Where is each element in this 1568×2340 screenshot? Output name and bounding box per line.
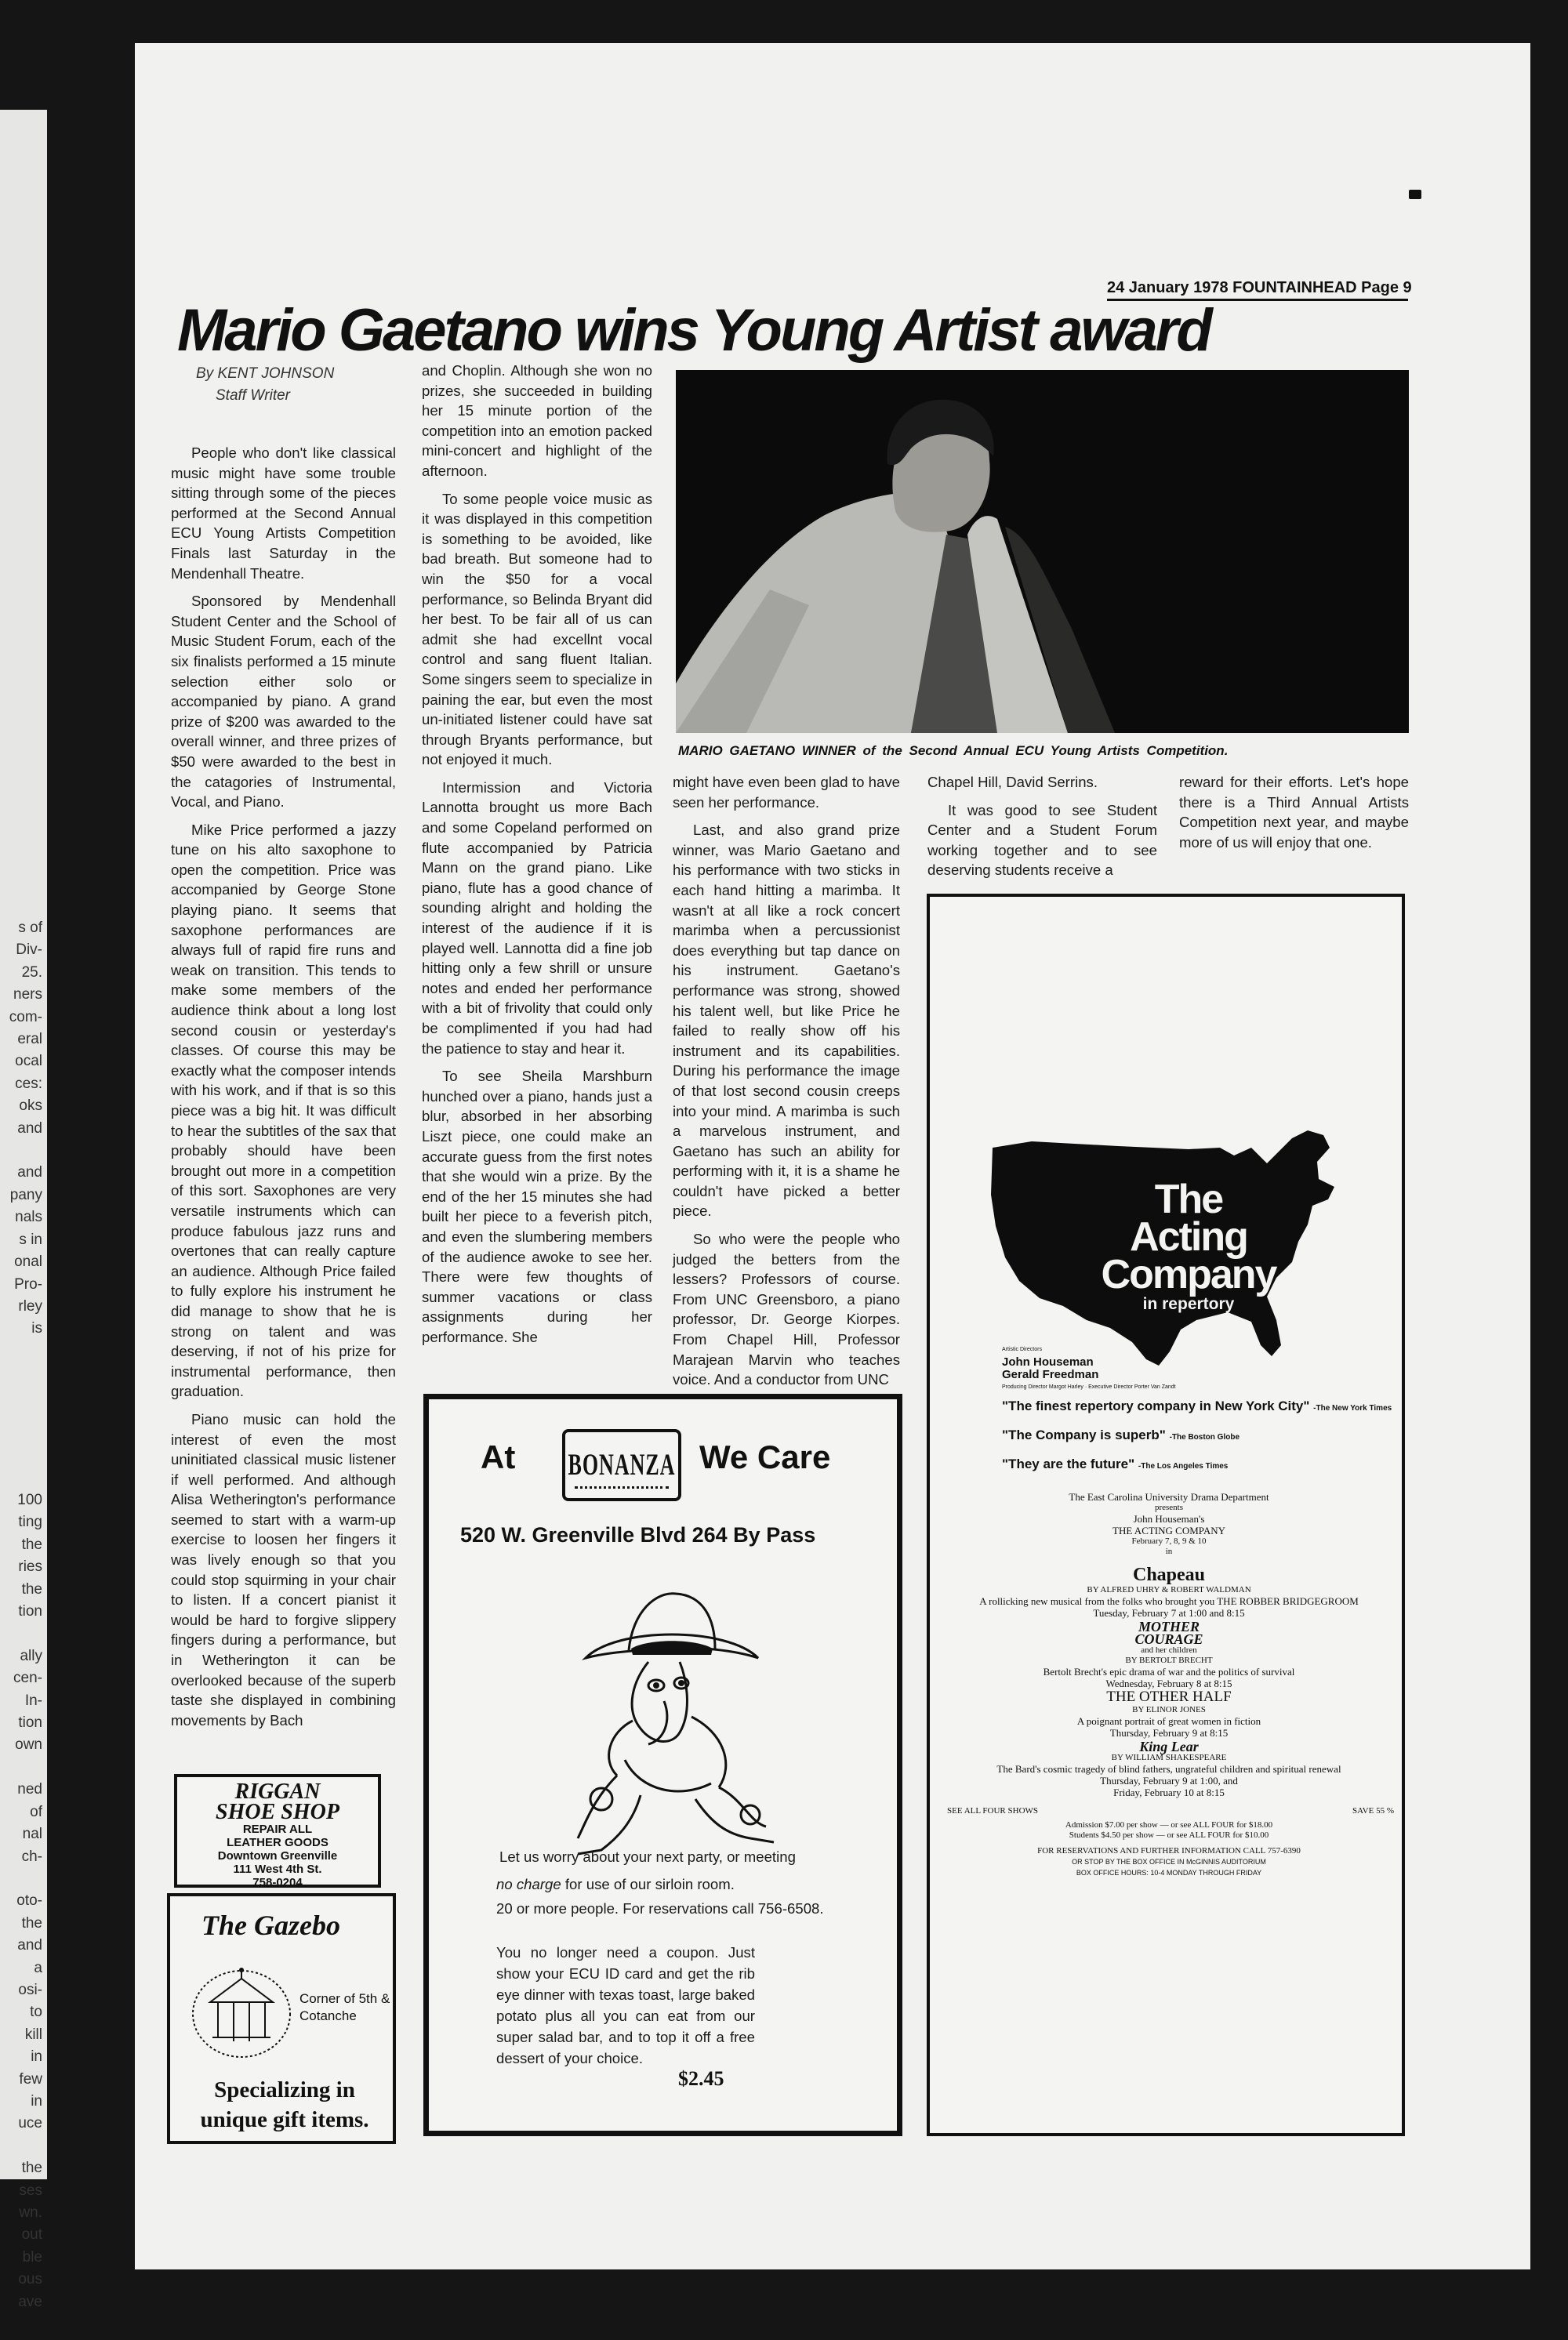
director-name: John Houseman — [1002, 1355, 1094, 1369]
ad-text-line: Let us worry about your next party, or meeting — [499, 1848, 796, 1865]
show-author: BY ELINOR JONES — [1132, 1705, 1206, 1714]
shop-line: REPAIR ALL — [242, 1823, 313, 1836]
ad-title: The — [1154, 1177, 1223, 1222]
quote-text: "The Company is superb" — [1002, 1428, 1166, 1442]
byline-author: By KENT JOHNSON — [196, 365, 335, 382]
show-date: Thursday, February 9 at 8:15 — [1109, 1727, 1229, 1739]
previous-page-fragment: s of — [18, 920, 42, 936]
previous-page-fragment: a — [34, 1959, 42, 1976]
article-photo — [676, 370, 1409, 733]
previous-page-fragment: and — [17, 1937, 42, 1954]
save-label: SAVE 55 % — [1352, 1806, 1394, 1816]
previous-page-fragment: Pro- — [14, 1275, 42, 1293]
previous-page-fragment: pany — [9, 1186, 42, 1203]
paragraph: might have even been glad to have seen her performance. — [673, 774, 900, 811]
photo-caption: MARIO GAETANO WINNER of the Second Annual ECU Young Artists Competition. — [678, 743, 1229, 758]
previous-page-fragment: oks — [19, 1097, 42, 1115]
previous-page-fragment — [0, 1140, 42, 1162]
ad-prices — [961, 1820, 1377, 1841]
show-title: THE OTHER HALF — [1106, 1689, 1232, 1705]
ad-address: 520 W. Greenville Blvd 264 By Pass — [460, 1523, 816, 1547]
previous-page-fragment: wn. — [19, 2204, 42, 2221]
quote-source: -The New York Times — [1313, 1404, 1392, 1413]
previous-page-fragment: onal — [14, 1253, 42, 1271]
program-line: presents — [1154, 1503, 1184, 1512]
ad-program-header — [961, 1491, 1377, 1557]
director-name: Gerald Freedman — [1002, 1368, 1099, 1381]
ad-text-line: 20 or more people. For reservations call 756-6508. — [496, 1900, 824, 1917]
headline: Mario Gaetano wins Young Artist award — [177, 297, 1210, 364]
show-date: Friday, February 10 at 8:15 — [1113, 1787, 1225, 1798]
show-date: Tuesday, February 7 at 1:00 and 8:15 — [1093, 1607, 1245, 1619]
show-description: A poignant portrait of great women in fiction — [1076, 1715, 1261, 1727]
program-line: The East Carolina University Drama Department — [1069, 1491, 1269, 1503]
program-line: in — [1165, 1547, 1173, 1556]
ad-directors — [1002, 1344, 1176, 1394]
previous-page-fragment: to — [30, 2004, 42, 2021]
ad-title: Company — [1101, 1252, 1276, 1297]
shop-line: 111 West 4th St. — [233, 1863, 322, 1876]
directors-label: Producing Director Margot Harley · Executive Director Porter Van Zandt — [1002, 1384, 1176, 1390]
gazebo-location — [299, 1990, 394, 2025]
show-author: BY BERTOLT BRECHT — [1125, 1656, 1213, 1665]
previous-page-fragment: ble — [22, 2248, 42, 2266]
bonanza-logo — [562, 1429, 681, 1501]
previous-page-fragment: tion — [18, 1714, 42, 1732]
ad-quote — [1002, 1428, 1240, 1443]
paragraph: So who were the people who judged the betters from the lessers? Professors of course. From UNC Greensboro, a piano professor, Dr. George Kiorpes. From Chapel Hill, Professor Marajean Marvin who teaches voice. And a conductor from UNC — [673, 1231, 900, 1388]
directors-label: Artistic Directors — [1002, 1347, 1042, 1352]
show-description: The Bard's cosmic tragedy of blind fathers, ungrateful children and spiritual renewal — [996, 1763, 1341, 1775]
scan-mark — [1409, 190, 1421, 199]
previous-page-fragment: rley — [18, 1297, 42, 1315]
show-author: BY ALFRED UHRY & ROBERT WALDMAN — [1087, 1585, 1251, 1594]
article-column-3 — [673, 772, 900, 1398]
show-date: Thursday, February 9 at 1:00, and — [1100, 1775, 1238, 1787]
paragraph: Last, and also grand prize winner, was Mario Gaetano and his performance with two sticks in each hand hitting a marimba. It wasn't at all like a rock concert marimba when a percussionist does everything but tap dance on his instrument. Gaetano's performance was strong, showed his talent well, but like Price he failed to really show off his instrument and its capabilities. During his performance the image of that lost second cousin creeps into your mind. A marimba is such a marvelous instrument, and Gaetano has such an ability for performing with it, it is a shame he couldn't have picked a better piece. — [673, 822, 900, 1220]
paragraph: People who don't like classical music might have some trouble sitting through some of the pieces performed at the Second Annual ECU Young Artists Competition Finals last Saturday in the Mendenhall Theatre. — [171, 444, 396, 582]
shop-name — [177, 1779, 378, 1824]
paragraph: To some people voice music as it was displayed in this competition is something to be avoided, like bad breath. But someone had to win the $50 for a vocal performance, so Belinda Bryant did her best. To be fair all of us can admit she had excellnt vocal control and sang fluent Italian. Some singers seem to specialize in paining the ear, but even the most un-initiated listener could have sat through Bryants performance, but not enjoyed it much. — [422, 490, 652, 768]
show-title: and her children — [1141, 1645, 1197, 1655]
shop-name-line: RIGGAN — [234, 1779, 321, 1804]
gazebo-tagline-line: unique gift items. — [200, 2107, 369, 2132]
paragraph: and Choplin. Although she won no prizes, she succeeded in building her 15 minute portion of the competition into an emotion packed mini-concert and highlight of the afternoon. — [422, 362, 652, 479]
paragraph: To see Sheila Marshburn hunched over a piano, hands just a blur, absorbed in her absorbing Liszt piece, one could make an accurate guess from the first notes that she would win a prize. By the end of the her 15 minutes she had built her piece to a feverish pitch, and even the slumbering members of the audience awoke to see her. There were few thoughts of summer vacations or class assignments during her performance. She — [422, 1068, 652, 1345]
reservation-line: OR STOP BY THE BOX OFFICE IN McGINNIS AUDITORIUM — [1072, 1858, 1266, 1866]
show-title: Chapeau — [1132, 1565, 1206, 1585]
program-line: February 7, 8, 9 & 10 — [1131, 1536, 1207, 1546]
reservation-line: BOX OFFICE HOURS: 10-4 MONDAY THROUGH FRIDAY — [1076, 1869, 1262, 1877]
article-column-5 — [1179, 772, 1409, 860]
previous-page-fragment: in — [31, 2092, 42, 2110]
previous-page-fragment: oto- — [16, 1892, 42, 1910]
see-all-label: SEE ALL FOUR SHOWS — [947, 1806, 1039, 1816]
performer-photo — [676, 370, 1409, 733]
previous-page-fragment: own — [15, 1736, 42, 1754]
shop-line: LEATHER GOODS — [227, 1836, 328, 1849]
previous-page-fragment: cen- — [13, 1670, 42, 1687]
previous-page-column — [0, 917, 42, 1341]
previous-page-fragment: in — [31, 2048, 42, 2066]
acting-company-ad — [927, 894, 1405, 2136]
ad-show — [961, 1565, 1377, 1619]
previous-page-fragment: ting — [18, 1514, 42, 1531]
previous-page-fragment: nals — [15, 1209, 42, 1226]
show-author: BY WILLIAM SHAKESPEARE — [1111, 1753, 1227, 1762]
previous-page-fragment: com- — [9, 1008, 42, 1025]
previous-page-fragment: 25. — [21, 963, 42, 981]
ad-show — [961, 1740, 1377, 1798]
show-date: Wednesday, February 8 at 8:15 — [1105, 1678, 1232, 1689]
paragraph: reward for their efforts. Let's hope there is a Third Annual Artists Competition next year, and maybe more of us will enjoy that one. — [1179, 774, 1409, 851]
previous-page-fragment: ries — [18, 1558, 42, 1576]
show-description: Bertolt Brecht's epic drama of war and the politics of survival — [1043, 1666, 1295, 1678]
quote-text: "They are the future" — [1002, 1457, 1135, 1471]
previous-page-fragment: the — [21, 2160, 42, 2177]
ad-price: $2.45 — [678, 2067, 724, 2090]
previous-page-fragment: s in — [19, 1231, 42, 1248]
bonanza-logo-text: BONANZA — [568, 1447, 676, 1482]
previous-page-fragment: is — [31, 1320, 42, 1337]
quote-text: "The finest repertory company in New York City" — [1002, 1399, 1310, 1413]
byline — [196, 363, 368, 407]
paragraph: Piano music can hold the interest of even the most uninitiated classical music listener if well performed. And although Alisa Wetherington's performance seemed to start with a warm-up exercise to loosen her fingers it was lively enough so that you could stop squirming in your chair to listen. If a concert pianist it would be hard to forgive slippery fingers during a performance, but in Wetherington it can be overlooked because of the superb taste she displayed in combining movements by Bach — [171, 1410, 396, 1729]
gazebo-name: The Gazebo — [201, 1910, 340, 1941]
previous-page-column — [0, 1489, 42, 2313]
previous-page-fragment — [0, 1868, 42, 1890]
page-folio: 24 January 1978 FOUNTAINHEAD Page 9 — [1107, 279, 1408, 301]
ad-text-italic: no charge — [496, 1876, 561, 1892]
previous-page-fragment: eral — [17, 1031, 42, 1048]
previous-page-fragment: and — [17, 1119, 42, 1137]
gazebo-illustration — [183, 1959, 300, 2061]
previous-page-fragment: osi- — [18, 1981, 42, 1998]
previous-page-fragment — [0, 1623, 42, 1645]
program-line: John Houseman's — [1133, 1513, 1205, 1525]
ad-body: You no longer need a coupon. Just show your ECU ID card and get the rib eye dinner with texas toast, large baked potato plus all you can eat from our super salad bar, and to top it off a free dessert of your choice. — [496, 1944, 755, 2066]
previous-page-fragment: of — [30, 1803, 42, 1820]
bonanza-ad — [423, 1394, 902, 2136]
gazebo-tagline-line: Specializing in — [214, 2077, 355, 2102]
previous-page-fragment — [0, 1757, 42, 1779]
previous-page-fragment: ces: — [15, 1075, 42, 1092]
paragraph: Sponsored by Mendenhall Student Center and the School of Music Student Forum, each of the six finalists performed a 15 minute selection either solo or accompanied by piano. A grand prize of $200 was awarded to the overall winner, and three prizes of $50 were awarded to the best in the catagories of Instrumental, Vocal, and Piano. — [171, 593, 396, 811]
shop-name-line: SHOE SHOP — [216, 1800, 339, 1824]
program-line: THE ACTING COMPANY — [1112, 1525, 1225, 1536]
ad-quote — [1002, 1399, 1392, 1414]
ad-text-line — [496, 1874, 865, 1895]
riggan-shoe-shop-ad — [174, 1774, 381, 1888]
ad-show — [961, 1620, 1377, 1689]
previous-page-fragment: the — [21, 1580, 42, 1598]
article-column-1 — [171, 443, 396, 1738]
ad-title: Acting — [1130, 1214, 1247, 1260]
quote-source: -The Los Angeles Times — [1138, 1462, 1229, 1471]
ad-subtitle: in repertory — [1142, 1295, 1235, 1313]
previous-page-fragment: ch- — [21, 1848, 42, 1865]
ad-see-all — [947, 1806, 1394, 1816]
previous-page-fragment: nal — [22, 1826, 42, 1843]
price-line: Admission $7.00 per show — or see ALL FOUR for $18.00 — [1065, 1820, 1273, 1830]
previous-page-fragment: few — [19, 2070, 42, 2088]
ad-at: At — [481, 1438, 516, 1475]
ad-text-rest: for use of our sirloin room. — [564, 1876, 735, 1892]
previous-page-fragment: and — [17, 1164, 42, 1181]
price-line: Students $4.50 per show — or see ALL FOUR for $10.00 — [1069, 1830, 1269, 1840]
ad-show — [961, 1689, 1377, 1739]
previous-page-fragment: the — [21, 1536, 42, 1553]
shop-line: 758-0204 — [252, 1876, 303, 1889]
previous-page-fragment: ses — [19, 2182, 42, 2199]
show-title: MOTHER — [1138, 1619, 1200, 1634]
ad-quote — [1002, 1457, 1228, 1472]
previous-page-fragment: Div- — [16, 941, 42, 959]
previous-page-fragment: ally — [20, 1647, 42, 1664]
paragraph: Chapel Hill, David Serrins. — [927, 774, 1098, 790]
article-column-2 — [422, 361, 652, 1355]
previous-page-fragment: uce — [18, 2115, 42, 2132]
quote-source: -The Boston Globe — [1169, 1433, 1240, 1442]
reservation-line: FOR RESERVATIONS AND FURTHER INFORMATION CALL 757-6390 — [1037, 1846, 1301, 1856]
ad-reservations — [961, 1845, 1377, 1878]
previous-page-edge — [0, 110, 47, 2310]
show-description: A rollicking new musical from the folks who brought you THE ROBBER BRIDGEGROOM — [979, 1595, 1359, 1607]
shop-line: Downtown Greenville — [217, 1849, 338, 1863]
previous-page-fragment: In- — [24, 1692, 42, 1709]
previous-page-fragment — [0, 2135, 42, 2157]
paragraph: Mike Price performed a jazzy tune on his alto saxophone to open the competition. Price was accompanied by George Stone playing piano. It seems that saxophone performances are always full of rapid fire runs and weak on transition. This tends to make some members of the audience think about a long lost second cousin or yesterday's classes. Of course this may be exactly what the composer intends with his work, and if that is so this piece was a big hit. It was difficult to hear the subtitles of the sax that probably should have been brought out more in a competition of this sort. Saxophones are very versatile instruments which can produce fabulous jazz runs and overtones that can really capture an audience. Although Price failed to fully explore his instrument he did manage to show that he is strong on talent and was deserving, if not of his prize for instrumental performance, then graduation. — [171, 821, 396, 1400]
previous-page-fragment: ned — [17, 1781, 42, 1798]
gazebo-location-line: Cotanche — [299, 2008, 357, 2023]
gazebo-ad — [167, 1893, 396, 2144]
previous-page-fragment: 100 — [17, 1492, 42, 1508]
previous-page-fragment: ners — [13, 986, 42, 1003]
article-column-4 — [927, 772, 1157, 888]
ad-we-care: We Care — [699, 1438, 831, 1475]
previous-page-fragment: tion — [18, 1603, 42, 1620]
gazebo-tagline — [178, 2075, 391, 2135]
gazebo-location-line: Corner of 5th & — [299, 1991, 390, 2006]
previous-page-fragment: ave — [18, 2293, 42, 2310]
previous-page-fragment: ocal — [15, 1053, 42, 1070]
previous-page-fragment: the — [21, 1914, 42, 1932]
show-title: King Lear — [1139, 1739, 1199, 1754]
paragraph: Intermission and Victoria Lannotta brought us more Bach and some Copeland performed on flute accompanied by Patricia Mann on the grand piano. Like piano, flute has a good chance of sounding alright and holding the interest of the audience if it is played well. Lannotta did a fine job hitting only a few shrill or unsure notes and ended her performance with a bit of frivolity that could only be complimented if you had had the patience to stay and hear it. — [422, 778, 652, 1057]
previous-page-fragment: out — [21, 2226, 42, 2244]
show-title: COURAGE — [1134, 1631, 1203, 1647]
byline-title: Staff Writer — [216, 387, 291, 404]
previous-page-fragment: kill — [24, 2026, 42, 2043]
paragraph: It was good to see Student Center and a Student Forum working together and to see deserving students receive a — [927, 801, 1157, 879]
previous-page-fragment: ous — [18, 2271, 42, 2288]
